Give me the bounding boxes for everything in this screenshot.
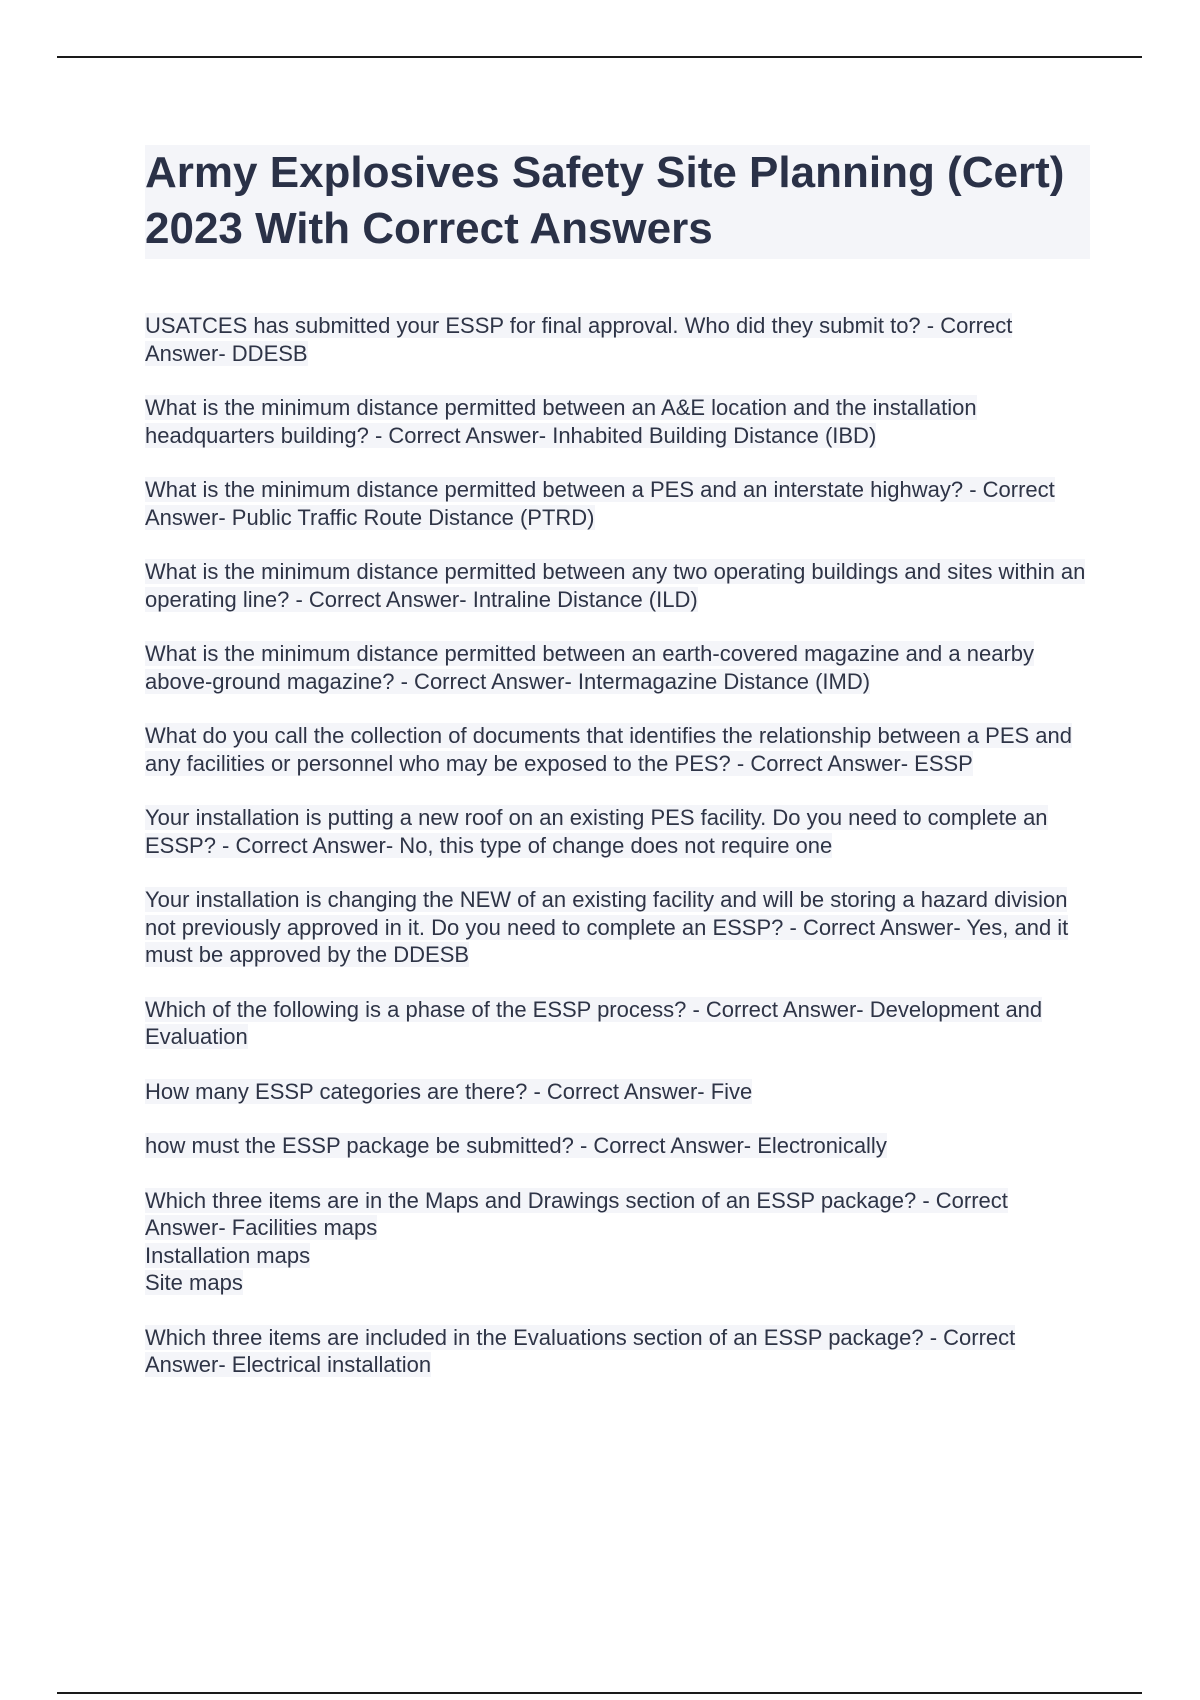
document-title: Army Explosives Safety Site Planning (Cert) 2023 With Correct Answers [145, 148, 1065, 253]
qa-item-text: Your installation is changing the NEW of an existing facility and will be storing a hazard division not previously approved in it. Do you need to complete an ESSP? - Correct Answer- Yes, and it must be approved by the DDESB [145, 887, 1069, 967]
qa-item-text: how must the ESSP package be submitted? - Correct Answer- Electronically [145, 1133, 887, 1158]
title-block [145, 145, 1090, 259]
qa-item [145, 1132, 1090, 1160]
qa-item [145, 476, 1090, 531]
qa-item-text: What do you call the collection of documents that identifies the relationship between a PES and any facilities or personnel who may be exposed to the PES? - Correct Answer- ESSP [145, 723, 1073, 776]
qa-item [145, 312, 1090, 367]
qa-item [145, 886, 1090, 969]
qa-item [145, 1187, 1090, 1297]
qa-item-text: Which three items are in the Maps and Drawings section of an ESSP package? - Correct Answer- Facilities maps Installation maps Site maps [145, 1187, 1008, 1295]
qa-item [145, 996, 1090, 1051]
qa-item-text: What is the minimum distance permitted between an A&E location and the installation headquarters building? - Correct Answer- Inhabited Building Distance (IBD) [145, 395, 977, 448]
qa-item-text: What is the minimum distance permitted between any two operating buildings and sites within an operating line? - Correct Answer- Intraline Distance (ILD) [145, 559, 1086, 612]
qa-item-text: How many ESSP categories are there? - Correct Answer- Five [145, 1078, 753, 1104]
qa-item-text: What is the minimum distance permitted between an earth-covered magazine and a nearby above-ground magazine? - Correct Answer- Intermagazine Distance (IMD) [145, 641, 1035, 694]
qa-item [145, 804, 1090, 859]
document-body [145, 145, 1090, 1406]
bottom-rule [57, 1692, 1142, 1694]
qa-item [145, 1078, 1090, 1106]
qa-item [145, 1324, 1090, 1379]
qa-item [145, 394, 1090, 449]
qa-item [145, 722, 1090, 777]
qa-item-text: Your installation is putting a new roof on an existing PES facility. Do you need to complete an ESSP? - Correct Answer- No, this type of change does not require one [145, 805, 1048, 858]
qa-item-text: What is the minimum distance permitted between a PES and an interstate highway? - Correct Answer- Public Traffic Route Distance (PTRD) [145, 477, 1055, 530]
top-rule [57, 56, 1142, 58]
qa-item-text: Which of the following is a phase of the ESSP process? - Correct Answer- Development and Evaluation [145, 996, 1043, 1049]
qa-item-text: USATCES has submitted your ESSP for final approval. Who did they submit to? - Correct Answer- DDESB [145, 313, 1013, 366]
qa-item [145, 558, 1090, 613]
qa-item [145, 640, 1090, 695]
qa-item-text: Which three items are included in the Evaluations section of an ESSP package? - Correct Answer- Electrical installation [145, 1324, 1016, 1377]
